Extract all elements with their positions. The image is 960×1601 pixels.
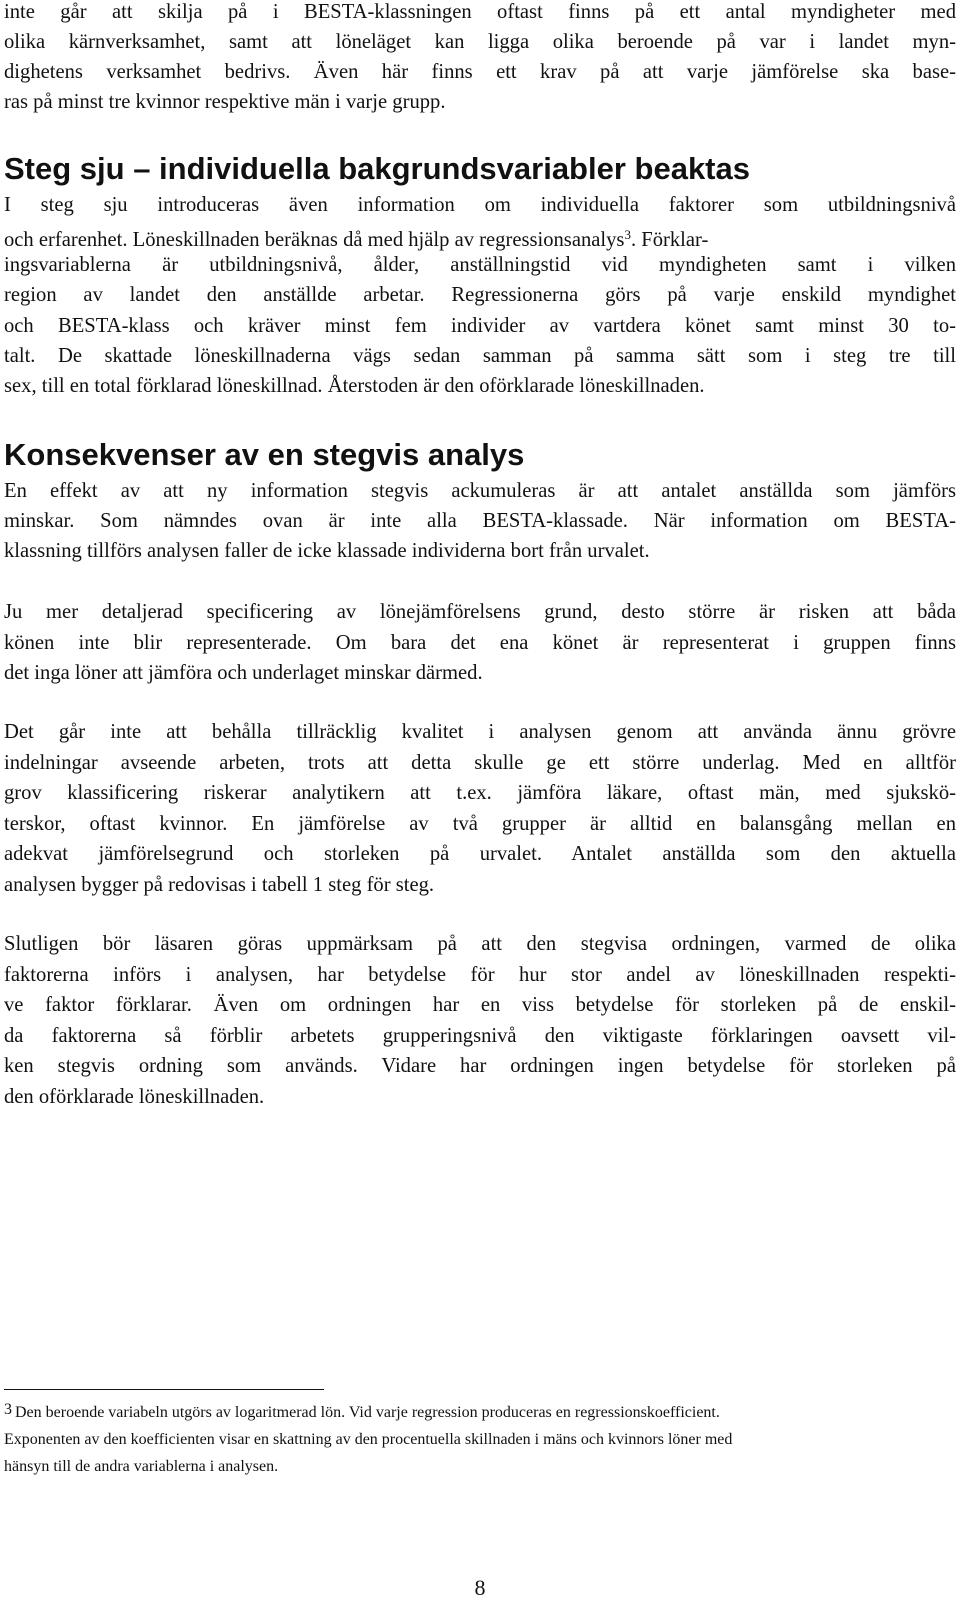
text-line: adekvat jämförelsegrund och storleken på urvalet. Antalet anställda som den aktuella xyxy=(4,843,956,865)
text-line: och BESTA-klass och kräver minst fem individer av vartdera könet samt minst 30 to- xyxy=(4,315,956,337)
text-line: Ju mer detaljerad specificering av lönejämförelsens grund, desto större är risken att båda xyxy=(4,601,956,623)
footnote-line: hänsyn till de andra variablerna i analysen. xyxy=(4,1458,279,1475)
section-heading-steg-sju: Steg sju – individuella bakgrundsvariabler beaktas xyxy=(4,151,750,186)
text-line: faktorerna införs i analysen, har betydelse för hur stor andel av löneskillnaden respekti- xyxy=(4,964,956,986)
footnote-divider xyxy=(4,1389,324,1390)
text-line: ken stegvis ordning som används. Vidare har ordningen ingen betydelse för storleken på xyxy=(4,1055,956,1077)
text-line: talt. De skattade löneskillnaderna vägs sedan samman på samma sätt som i steg tre till xyxy=(4,345,956,367)
text-line: da faktorerna så förblir arbetets grupperingsnivå den viktigaste förklaringen oavsett vil- xyxy=(4,1025,956,1047)
text-line: klassning tillförs analysen faller de icke klassade individerna bort från urvalet. xyxy=(4,540,650,562)
text-line: En effekt av att ny information stegvis ackumuleras är att antalet anställda som jämförs xyxy=(4,480,956,502)
text-span: och erfarenhet. Löneskillnaden beräknas då med hjälp av regressionsanalys xyxy=(4,229,625,251)
text-line: Slutligen bör läsaren göras uppmärksam på att den stegvisa ordningen, varmed de olika xyxy=(4,933,956,955)
text-line: sex, till en total förklarad löneskillnad. Återstoden är den oförklarade löneskillnaden. xyxy=(4,375,705,397)
text-line: könen inte blir representerade. Om bara det ena könet är representerat i gruppen finns xyxy=(4,632,956,654)
text-line: analysen bygger på redovisas i tabell 1 steg för steg. xyxy=(4,874,435,896)
text-line: minskar. Som nämndes ovan är inte alla BESTA-klassade. När information om BESTA- xyxy=(4,510,956,532)
text-line: I steg sju introduceras även information om individuella faktorer som utbildningsnivå xyxy=(4,194,956,216)
text-line: ingsvariablerna är utbildningsnivå, ålder, anställningstid vid myndigheten samt i vilken xyxy=(4,254,956,276)
text-line: olika kärnverksamhet, samt att löneläget kan ligga olika beroende på var i landet myn- xyxy=(4,31,956,53)
footnote-number: 3 xyxy=(4,1401,12,1418)
page-number: 8 xyxy=(474,1575,486,1600)
text-line: den oförklarade löneskillnaden. xyxy=(4,1086,265,1108)
section-heading-konsekvenser: Konsekvenser av en stegvis analys xyxy=(4,437,525,472)
footnote-line xyxy=(4,1397,720,1426)
text-line: Det går inte att behålla tillräcklig kvalitet i analysen genom att använda ännu grövre xyxy=(4,721,956,743)
text-line: ras på minst tre kvinnor respektive män i varje grupp. xyxy=(4,91,446,113)
text-line: indelningar avseende arbeten, trots att detta skulle ge ett större underlag. Med en alltför xyxy=(4,752,956,774)
footnote-reference: 3 xyxy=(624,227,631,242)
text-line: inte går att skilja på i BESTA-klassningen oftast finns på ett antal myndigheter med xyxy=(4,1,956,23)
text-span: . Förklar- xyxy=(630,229,709,251)
footnote-text: Den beroende variabeln utgörs av logaritmerad lön. Vid varje regression produceras en regressionskoefficient. xyxy=(15,1404,720,1421)
text-line: ve faktor förklarar. Även om ordningen har en viss betydelse för storleken på de enskil- xyxy=(4,994,956,1016)
text-line: det inga löner att jämföra och underlaget minskar därmed. xyxy=(4,662,483,684)
footnote-line: Exponenten av den koefficienten visar en skattning av den procentuella skillnaden i mäns och kvinnors löner med xyxy=(4,1431,733,1448)
text-line: terskor, oftast kvinnor. En jämförelse av två grupper är alltid en balansgång mellan en xyxy=(4,813,956,835)
text-line: region av landet den anställde arbetar. Regressionerna görs på varje enskild myndighet xyxy=(4,284,956,306)
text-line: grov klassificering riskerar analytikern att t.ex. jämföra läkare, oftast män, med sjukskö- xyxy=(4,782,956,804)
text-line: dighetens verksamhet bedrivs. Även här finns ett krav på att varje jämförelse ska base- xyxy=(4,61,956,83)
